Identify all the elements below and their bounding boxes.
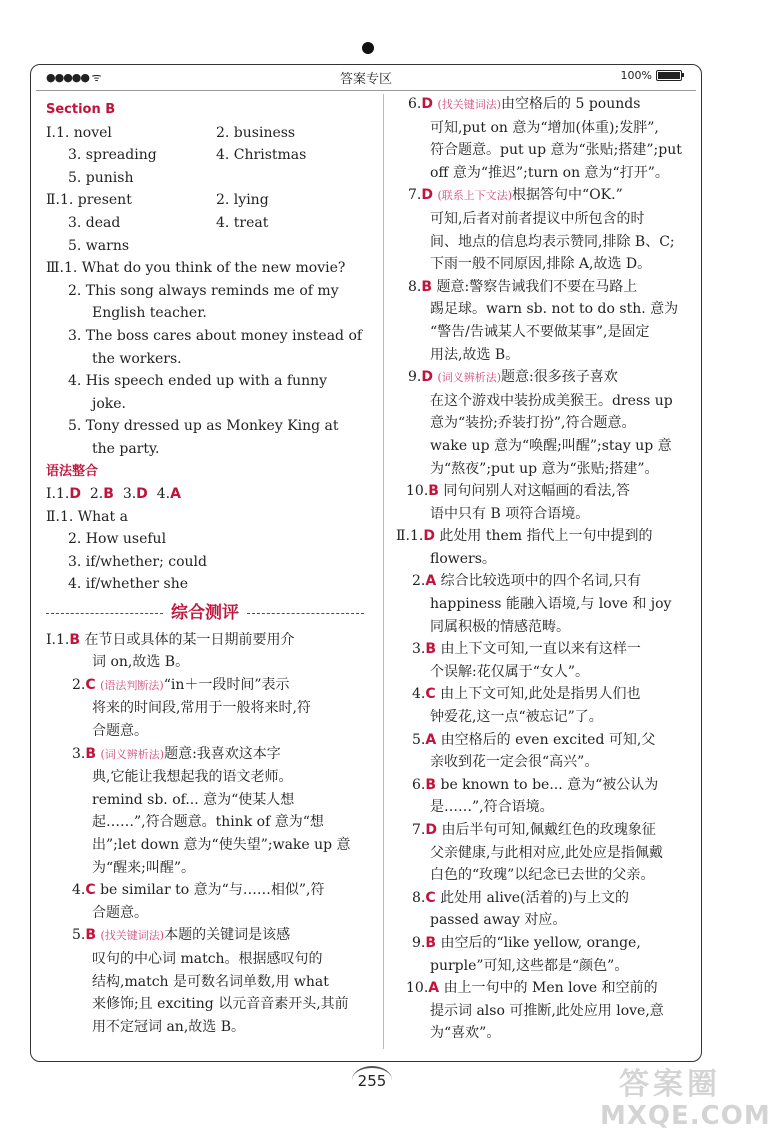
answer-letter: D [136, 486, 148, 503]
explanation-text: be similar to 意为“与……相似”,符 [100, 882, 325, 899]
item-number: 10. [406, 980, 429, 997]
answer-line: 1. What do you think of the new movie? [63, 260, 346, 277]
explanation-line: 用不定冠词 an,故选 B。 [92, 1018, 246, 1035]
answer-item: 4. treat [216, 214, 269, 231]
signal-icon: ●●●●● ᯤ [46, 71, 101, 84]
answer-letter: D [421, 187, 433, 204]
item-number: 6. [408, 96, 422, 112]
item-number: 1. [409, 528, 424, 545]
explanation-line: 是……”,符合语境。 [430, 799, 554, 816]
explanation-text: 由空格后的 even excited 可知,父 [440, 731, 656, 748]
right-items-part2 [396, 525, 692, 1045]
grammar-part1-row: Ⅰ.1.D 2.B 3.D 4.A [46, 486, 181, 503]
roman-numeral: Ⅰ [46, 631, 52, 648]
explanation-line: 语中只有 B 项符合语境。 [430, 505, 590, 522]
explanation-line: 父亲健康,与此相对应,此处应是指佩戴 [430, 844, 663, 861]
part3-row: joke. [92, 395, 126, 412]
status-title: 答案专区 [339, 72, 392, 87]
explanation-line [396, 977, 692, 1000]
item-number: 6. [412, 776, 426, 793]
answer-letter: C [425, 889, 436, 906]
answer-letter: D [421, 96, 433, 112]
part3-row: 2. This song always reminds me of my [68, 282, 339, 299]
heading-rule [46, 613, 163, 614]
explanation-line [396, 638, 692, 661]
part3-row: 5. Tony dressed up as Monkey King at [68, 418, 339, 435]
answer-letter: B [425, 776, 437, 793]
explanation-text: 题意:警察告诫我们不要在马路上 [436, 278, 638, 295]
answer-letter: A [425, 573, 437, 590]
grammar-heading: 语法整合 [46, 463, 99, 479]
part3-row: the party. [92, 440, 160, 457]
explanation-line [46, 924, 364, 948]
explanation-line: 下雨一般不同原因,排除 A,故选 D。 [430, 256, 652, 273]
answer-item: 1. novel [55, 124, 112, 141]
explanation-line: 白色的“玫瑰”以纪念已去世的父亲。 [430, 867, 655, 884]
battery-indicator [621, 69, 682, 82]
explanation-line: happiness 能融入语境,与 love 和 joy [430, 596, 672, 613]
explanation-text: be known to be... 意为“被公认为 [440, 776, 659, 793]
method-tag: (找关键词法) [437, 98, 502, 111]
explanation-line [46, 674, 364, 698]
answer-letter: D [421, 369, 433, 386]
item-number: 2. [72, 676, 86, 693]
part3-row: the workers. [92, 350, 182, 367]
explanation-text: 此处用 them 指代上一句中提到的 [439, 528, 653, 545]
method-tag: (联系上下文法) [437, 189, 513, 203]
explanation-text: 由空后的“like yellow, orange, [440, 934, 641, 951]
explanation-line: passed away 对应。 [430, 912, 567, 929]
camera-dot [362, 42, 374, 54]
explanation-line [396, 774, 692, 797]
grammar-part2-row: 4. if/whether she [68, 576, 189, 593]
explanation-line [396, 366, 692, 390]
explanation-line: 出”;let down 意为“使失望”;wake up 意 [92, 837, 351, 853]
roman-numeral: Ⅲ [46, 260, 60, 277]
roman-numeral: Ⅱ [46, 192, 56, 209]
item-number: 7. [412, 822, 426, 838]
explanation-line: 在这个游戏中装扮成美猴王。dress up [430, 392, 673, 409]
explanation-line [396, 729, 692, 752]
explanation-line: Ⅱ.1.D 此处用 them 指代上一句中提到的 [396, 528, 653, 545]
answer-letter: D [425, 822, 437, 838]
part3-row: 4. His speech ended up with a funny [68, 373, 328, 390]
watermark-logo [600, 1067, 771, 1131]
explanation-line: remind sb. of... 意为“使某人想 [92, 791, 295, 808]
explanation-line [396, 480, 692, 503]
explanation-line: purple”可知,这些都是“颜色”。 [430, 957, 629, 974]
item-number: 4. [412, 686, 426, 703]
item-number: 2. [412, 573, 426, 590]
explanation-line: off 意为“推迟”;turn on 意为“打开”。 [430, 164, 669, 181]
battery-level: 100% [620, 69, 652, 82]
explanation-line [396, 819, 692, 842]
item-number: 3. [412, 641, 426, 658]
explanation-line [46, 743, 364, 767]
right-column [396, 93, 692, 1045]
answer-item: 5. warns [68, 237, 130, 254]
answer-letter: B [425, 641, 437, 658]
test-items [46, 629, 364, 1039]
explanation-text: “in＋一段时间”表示 [163, 676, 290, 693]
explanation-text: 本题的关键词是该感 [164, 927, 291, 944]
explanation-line: 典,它能让我想起我的语文老师。 [92, 769, 293, 786]
explanation-line: 同属积极的情感范畴。 [430, 618, 570, 635]
explanation-text: 在节日或具体的某一日期前要用介 [84, 631, 295, 648]
item-number: 3. [122, 486, 137, 503]
explanation-line: 符合题意。put up 意为“张贴;搭建”;put [430, 142, 682, 159]
grammar-part2-row: 2. How useful [68, 531, 167, 548]
column-divider [383, 94, 384, 1049]
explanation-line [396, 887, 692, 910]
part2-row [46, 235, 364, 258]
explanation-line: 意为“装扮;乔装打扮”,符合题意。 [430, 415, 636, 432]
roman-numeral: Ⅰ [46, 486, 52, 503]
part2-row [46, 212, 364, 235]
explanation-line: 钟爱花,这一点“被忘记”了。 [430, 709, 603, 726]
grammar-part2-row: 3. if/whether; could [68, 553, 207, 570]
explanation-text: 根据答句中“OK.” [512, 187, 623, 204]
answer-item: 5. punish [68, 169, 134, 186]
explanation-line [396, 570, 692, 593]
explanation-line: 可知,put on 意为“增加(体重);发胖”, [430, 119, 659, 136]
answer-letter: B [85, 745, 97, 762]
answer-letter: C [85, 676, 96, 693]
answer-letter: C [425, 686, 436, 703]
explanation-line: 间、地点的信息均表示赞同,排除 B、C; [430, 233, 675, 250]
part2-row: Ⅱ.1. present 2. lying [46, 189, 364, 212]
status-divider [36, 90, 696, 91]
item-number: 5. [72, 927, 86, 944]
answer-letter: B [425, 934, 437, 951]
part3-row: English teacher. [92, 305, 207, 322]
explanation-line: 将来的时间段,常用于一般将来时,符 [92, 700, 311, 717]
roman-numeral: Ⅰ [46, 124, 52, 141]
explanation-line: 合题意。 [92, 723, 148, 740]
explanation-text: 同句问别人对这幅画的看法,答 [443, 483, 630, 500]
item-number: 1. [55, 631, 70, 648]
explanation-text: 此处用 alive(活着的)与上文的 [440, 889, 629, 906]
grammar-part2-row: Ⅱ.1. What a [46, 508, 128, 525]
item-number: 7. [408, 187, 422, 204]
explanation-line: 提示词 also 可推断,此处应用 love,意 [430, 1002, 664, 1019]
explanation-text: 由后半句可知,佩戴红色的玫瑰象征 [441, 822, 656, 838]
explanation-line [46, 879, 364, 902]
battery-icon [656, 70, 682, 81]
explanation-line [396, 276, 692, 299]
explanation-line: wake up 意为“唤醒;叫醒”;stay up 意 [430, 437, 672, 454]
status-bar [46, 68, 686, 86]
method-tag: (找关键词法) [100, 929, 165, 943]
right-items-part1 [396, 93, 692, 525]
part3-row: Ⅲ.1. What do you think of the new movie? [46, 260, 346, 277]
explanation-line: 起……”,符合题意。think of 意为“想 [92, 814, 324, 831]
method-tag: (词义辨析法) [437, 371, 502, 385]
explanation-line: flowers。 [430, 550, 496, 567]
part1-row [46, 167, 364, 190]
part1-row: Ⅰ.1. novel 2. business [46, 122, 364, 145]
answer-item: 3. dead [68, 214, 121, 231]
roman-numeral: Ⅱ [46, 508, 56, 525]
item-number: 2. [89, 486, 104, 503]
explanation-line: 可知,后者对前者提议中所包含的时 [430, 210, 645, 227]
method-tag: (词义辨析法) [100, 747, 165, 761]
explanation-line: 为“醒来;叫醒”。 [92, 859, 196, 876]
roman-numeral: Ⅱ [396, 528, 406, 545]
watermark-top: 答案圈 [619, 1067, 721, 1102]
explanation-line: 用法,故选 B。 [430, 346, 520, 363]
watermark-bottom: MXQE.COM [600, 1101, 771, 1131]
method-tag: (语法判断法) [100, 678, 164, 692]
answer-letter: B [428, 483, 439, 500]
explanation-line: 来修饰;且 exciting 以元音音素开头,其前 [92, 996, 349, 1013]
explanation-text: 题意:很多孩子喜欢 [501, 369, 618, 386]
item-number: 4. [72, 882, 86, 899]
explanation-text: 由上一句中的 Men love 和空前的 [443, 980, 658, 997]
item-number: 3. [72, 745, 86, 762]
explanation-line: 为“熬夜”;put up 意为“张贴;搭建”。 [430, 460, 659, 477]
item-number: 9. [412, 934, 426, 951]
explanation-line [396, 184, 692, 208]
answer-letter: B [69, 631, 81, 648]
explanation-line: 亲收到花一定会很“高兴”。 [430, 754, 599, 771]
answer-letter: B [85, 927, 97, 944]
explanation-line: 个误解:花仅属于“女人”。 [430, 663, 590, 680]
explanation-line: 为“喜欢”。 [430, 1025, 501, 1042]
explanation-line [396, 932, 692, 955]
test-heading [46, 602, 364, 625]
explanation-text: 题意:我喜欢这本字 [164, 745, 281, 762]
item-number: 10. [406, 483, 429, 500]
left-column [46, 99, 364, 1038]
explanation-line: 合题意。 [92, 904, 148, 921]
explanation-text: 由空格后的 5 pounds [501, 96, 641, 112]
explanation-line: 词 on,故选 B。 [92, 654, 190, 671]
part1-row [46, 144, 364, 167]
answer-item: 3. spreading [68, 147, 157, 164]
answer-item: 2. lying [216, 192, 269, 209]
test-title: 综合测评 [171, 603, 239, 624]
explanation-text: 由上下文可知,此处是指男人们也 [440, 686, 641, 703]
explanation-line: “警告/告诫某人不要做某事”,是固定 [430, 323, 650, 340]
item-number: 4. [156, 486, 171, 503]
item-number: 9. [408, 369, 422, 386]
page-number: 255 [352, 1066, 392, 1094]
explanation-line: 叹句的中心词 match。根据感叹句的 [92, 950, 323, 967]
item-number: 8. [412, 889, 426, 906]
explanation-line [396, 93, 692, 117]
answer-letter: B [103, 486, 114, 503]
answer-item: 4. Christmas [216, 147, 307, 164]
part3-row: 3. The boss cares about money instead of [68, 327, 363, 344]
explanation-line: 踢足球。warn sb. not to do sth. 意为 [430, 301, 679, 318]
heading-rule [247, 613, 364, 614]
answer-line: 1. What a [59, 508, 128, 525]
item-number: 1. [55, 486, 70, 503]
explanation-text: 由上下文可知,一直以来有这样一 [440, 641, 641, 658]
item-number: 5. [412, 731, 426, 748]
explanation-line: 结构,match 是可数名词单数,用 what [92, 973, 329, 990]
explanation-text: 综合比较选项中的四个名词,只有 [440, 573, 642, 590]
answer-letter: A [428, 980, 440, 997]
answer-letter: C [85, 882, 96, 899]
explanation-line [396, 683, 692, 706]
answer-letter: D [69, 486, 81, 503]
answer-item: 2. business [216, 124, 296, 141]
answer-letter: A [425, 731, 437, 748]
explanation-line: Ⅰ.1.B 在节日或具体的某一日期前要用介 [46, 631, 295, 648]
item-number: 8. [408, 278, 422, 295]
answer-item: 1. present [59, 192, 132, 209]
section-b-heading: Section B [46, 102, 116, 117]
answer-letter: B [421, 278, 433, 295]
answer-letter: A [170, 486, 181, 503]
answer-letter: D [423, 528, 435, 545]
